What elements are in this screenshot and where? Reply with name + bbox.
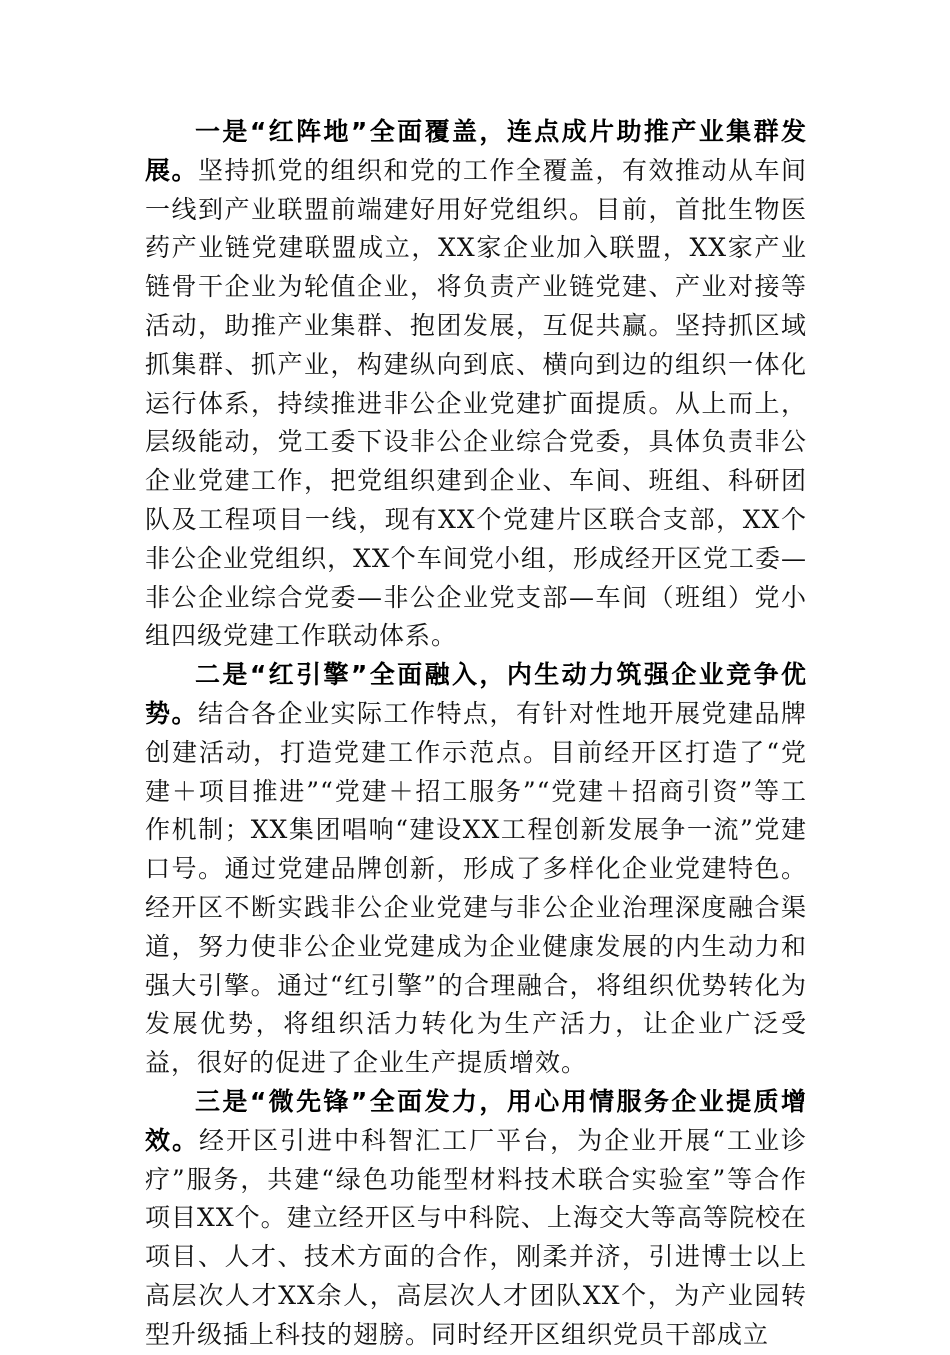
paragraph-micro-pioneer: [145, 1083, 807, 1355]
paragraph-text: 经开区引进中科智汇工厂平台，为企业开展“工业诊疗”服务，共建“绿色功能型材料技术联合实验室”等合作项目XX个。建立经开区与中科院、上海交大等高等院校在项目、人才、技术方面的合作，刚柔并济，引进博士以上高层次人才XX余人，高层次人才团队XX个，为产业园转型升级插上科技的翅膀。同时经开区组织党员干部成立: [145, 1125, 807, 1349]
paragraph-heading: 二是“红引擎”全面融入，内生动力筑强企业竞争优势。: [145, 660, 807, 728]
paragraph-red-engine: [145, 656, 807, 1083]
document-body: [145, 113, 807, 1355]
paragraph-heading: 一是“红阵地”全面覆盖，连点成片助推产业集群发展。: [145, 117, 807, 185]
paragraph-red-position: [145, 113, 807, 656]
paragraph-text: 坚持抓党的组织和党的工作全覆盖，有效推动从车间一线到产业联盟前端建好用好党组织。目前，首批生物医药产业链党建联盟成立，XX家企业加入联盟，XX家产业链骨干企业为轮值企业，将负责产业链党建、产业对接等活动，助推产业集群、抱团发展，互促共赢。坚持抓区域抓集群、抓产业，构建纵向到底、横向到边的组织一体化运行体系，持续推进非公企业党建扩面提质。从上而上，层级能动，党工委下设非公企业综合党委，具体负责非公企业党建工作，把党组织建到企业、车间、班组、科研团队及工程项目一线，现有XX个党建片区联合支部，XX个非公企业党组织，XX个车间党小组，形成经开区党工委—非公企业综合党委—非公企业党支部—车间（班组）党小组四级党建工作联动体系。: [145, 155, 807, 651]
paragraph-text: 结合各企业实际工作特点，有针对性地开展党建品牌创建活动，打造党建工作示范点。目前经开区打造了“党建＋项目推进”“党建＋招工服务”“党建＋招商引资”等工作机制；XX集团唱响“建设XX工程创新发展争一流”党建口号。通过党建品牌创新，形成了多样化企业党建特色。经开区不断实践非公企业党建与非公企业治理深度融合渠道，努力使非公企业党建成为企业健康发展的内生动力和强大引擎。通过“红引擎”的合理融合，将组织优势转化为发展优势，将组织活力转化为生产活力，让企业广泛受益，很好的促进了企业生产提质增效。: [145, 698, 807, 1078]
paragraph-heading: 三是“微先锋”全面发力，用心用情服务企业提质增效。: [145, 1086, 807, 1155]
